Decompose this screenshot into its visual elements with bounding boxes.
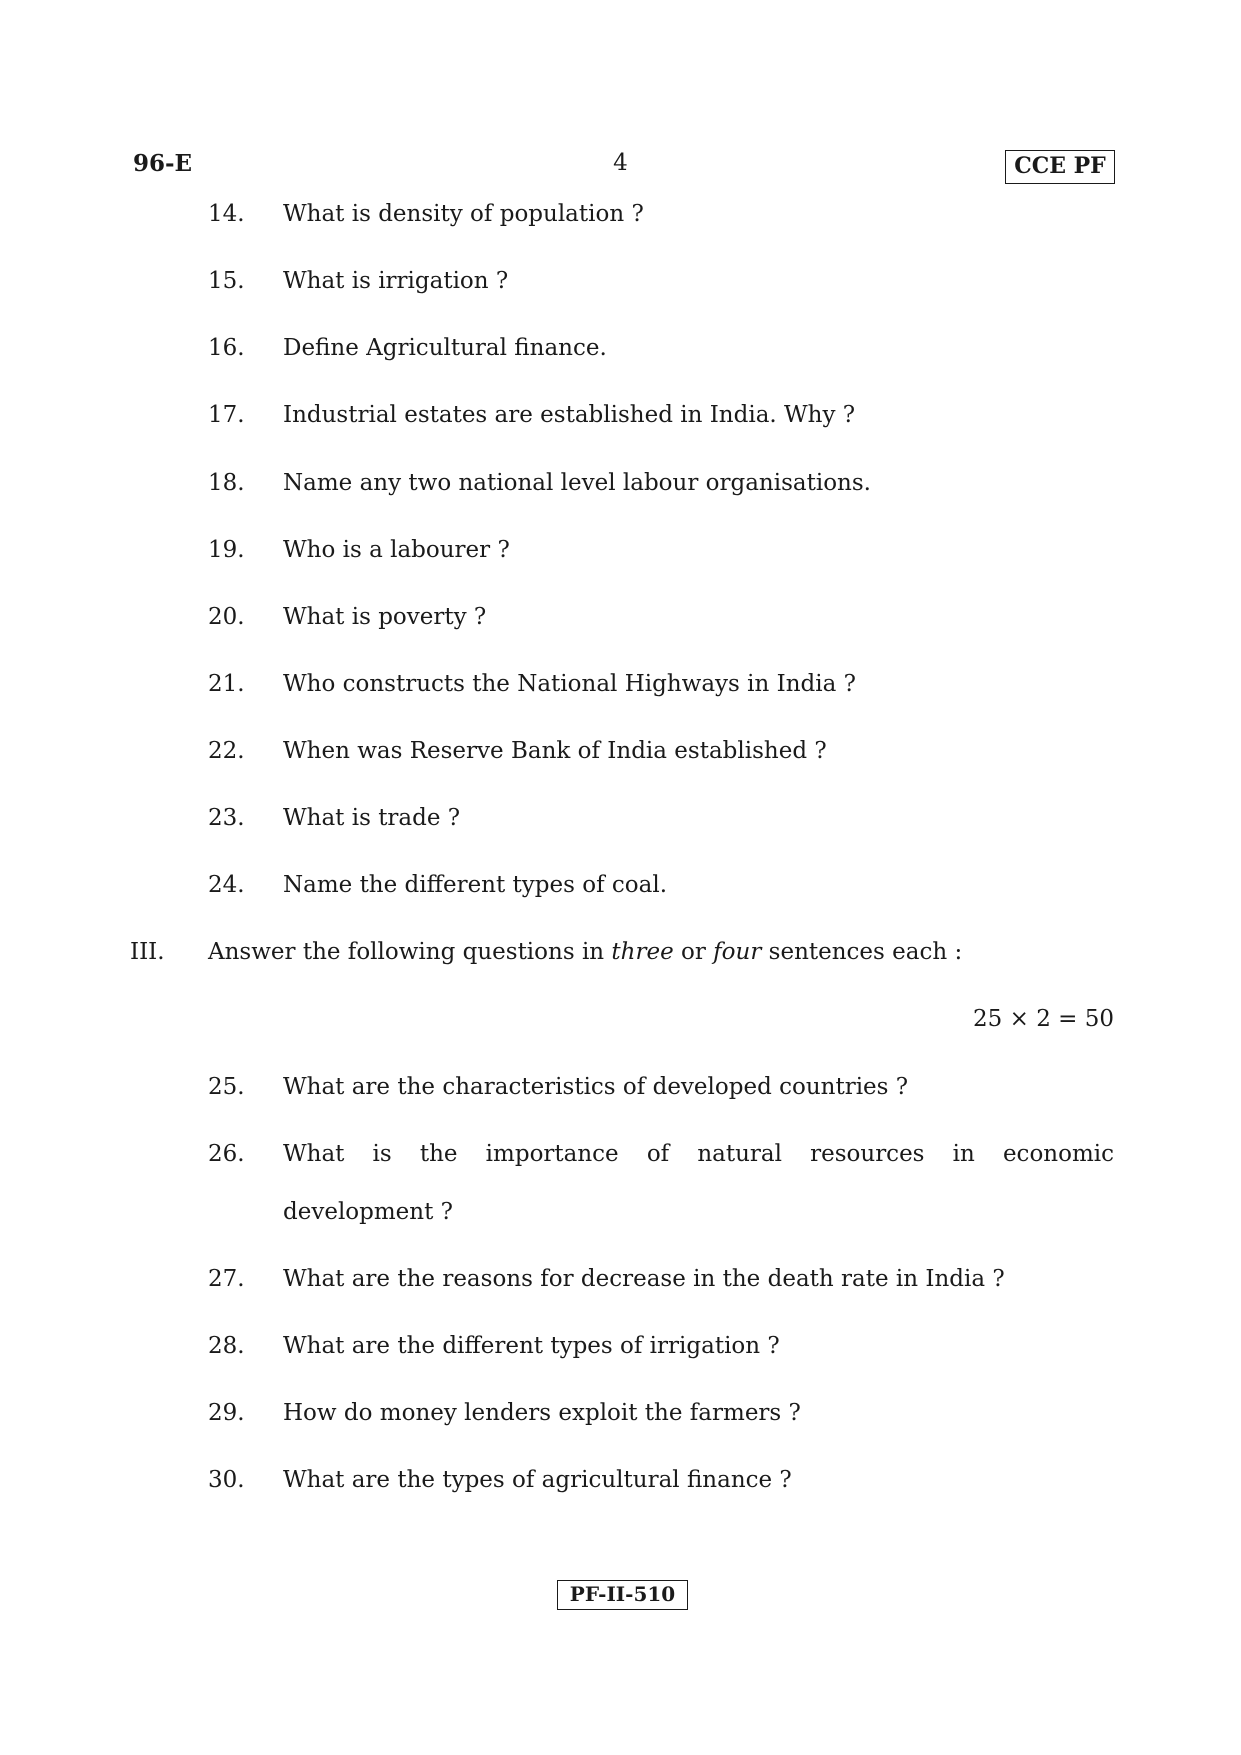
question-number: 21. <box>208 671 245 697</box>
question-number: 28. <box>208 1333 245 1359</box>
question-text: What are the reasons for decrease in the death rate in India ? <box>283 1266 1005 1292</box>
page-number: 4 <box>613 150 628 176</box>
question-number: 16. <box>208 335 245 361</box>
question-text: When was Reserve Bank of India established ? <box>283 738 827 764</box>
question-text: What is density of population ? <box>283 201 644 227</box>
section-instruction <box>208 937 962 967</box>
section-marks: 25 × 2 = 50 <box>973 1006 1114 1032</box>
question-number: 19. <box>208 537 245 563</box>
question-text: How do money lenders exploit the farmers ? <box>283 1400 801 1426</box>
question-number: 14. <box>208 201 245 227</box>
question-number: 30. <box>208 1467 245 1493</box>
question-text: Who is a labourer ? <box>283 537 510 563</box>
instruction-part: Answer the following questions in <box>208 939 612 965</box>
question-text: What is poverty ? <box>283 604 487 630</box>
question-number: 20. <box>208 604 245 630</box>
question-text: What are the types of agricultural finance ? <box>283 1467 792 1493</box>
question-text: Industrial estates are established in India. Why ? <box>283 402 856 428</box>
section-numeral: III. <box>130 939 165 965</box>
question-text: Who constructs the National Highways in India ? <box>283 671 856 697</box>
question-text: What is trade ? <box>283 805 461 831</box>
question-number: 27. <box>208 1266 245 1292</box>
question-number: 22. <box>208 738 245 764</box>
question-number: 29. <box>208 1400 245 1426</box>
question-number: 23. <box>208 805 245 831</box>
question-text: Name any two national level labour organisations. <box>283 470 871 496</box>
instruction-emphasis: three <box>611 939 674 965</box>
question-text-line: What is the importance of natural resources in economic <box>283 1141 1114 1167</box>
paper-code: 96-E <box>133 150 193 177</box>
question-number: 26. <box>208 1141 245 1167</box>
series-code-box: CCE PF <box>1005 150 1115 184</box>
instruction-part: or <box>673 939 714 965</box>
question-number: 15. <box>208 268 245 294</box>
question-number: 17. <box>208 402 245 428</box>
footer-code-box: PF-II-510 <box>557 1580 688 1610</box>
question-text-line: development ? <box>283 1199 453 1225</box>
question-text: Name the different types of coal. <box>283 872 668 898</box>
instruction-emphasis: four <box>713 939 762 965</box>
question-number: 24. <box>208 872 245 898</box>
question-text: What is irrigation ? <box>283 268 509 294</box>
question-text: What are the different types of irrigation ? <box>283 1333 780 1359</box>
instruction-part: sentences each : <box>761 939 963 965</box>
question-text: Define Agricultural finance. <box>283 335 607 361</box>
question-number: 25. <box>208 1074 245 1100</box>
question-number: 18. <box>208 470 245 496</box>
question-text: What are the characteristics of developed countries ? <box>283 1074 909 1100</box>
